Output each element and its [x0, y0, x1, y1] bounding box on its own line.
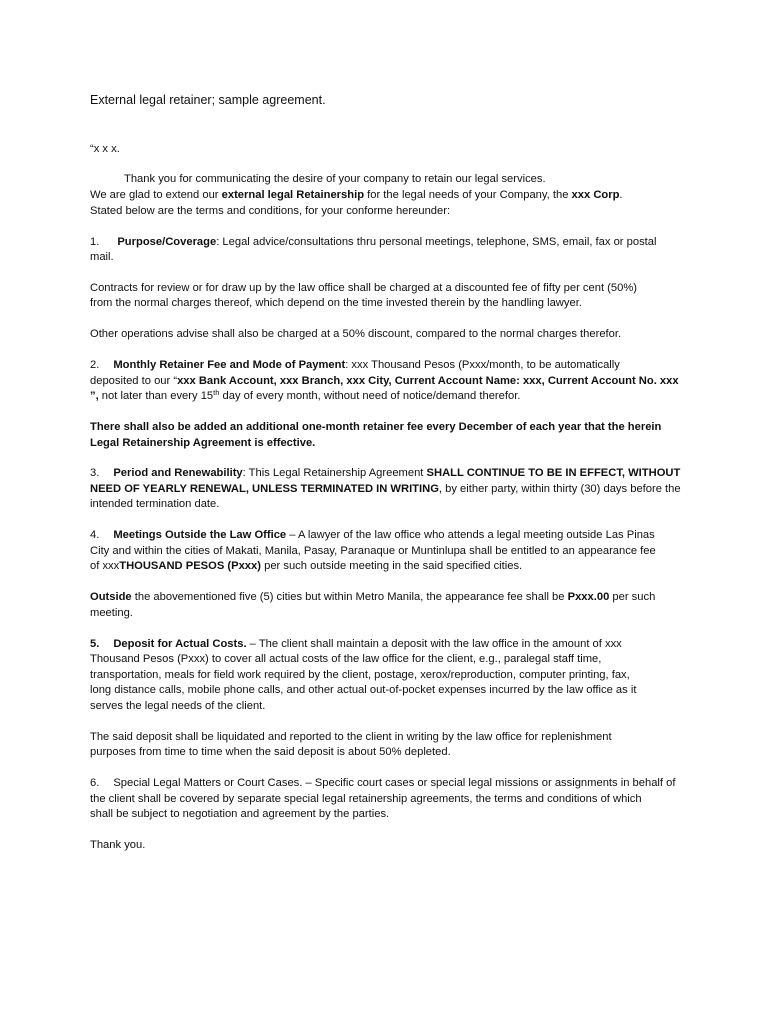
intro-line-2: We are glad to extend our external legal Retainership for the legal needs of your Company, the xxx Corp. [90, 189, 623, 201]
section-heading: Meetings Outside the Law Office [113, 529, 287, 541]
section-6-line-3: shall be subject to negotiation and agreement by the parties. [90, 808, 390, 820]
bank-account-details: xxx Bank Account, xxx Branch, xxx City, Current Account Name: xxx, Current Account No. xxx [177, 375, 679, 387]
section-1-para-2-line-1: Contracts for review or for draw up by the law office shall be charged at a discounted fee of fifty per cent (50%) [90, 282, 638, 294]
section-5-line-2: Thousand Pesos (Pxxx) to cover all actual costs of the law office for the client, e.g., paralegal staff time, [90, 653, 602, 665]
section-1-para-2-line-2: from the normal charges thereof, which depend on the time invested therein by the handling lawyer. [90, 297, 582, 309]
section-2-para-2-line-1: There shall also be added an additional one-month retainer fee every December of each year that the herein [90, 421, 662, 433]
section-heading: Purpose/Coverage [117, 236, 217, 248]
section-heading: Period and Renewability [113, 467, 243, 479]
section-4-line-3: of xxxTHOUSAND PESOS (Pxxx) per such outside meeting in the said specified cities. [90, 560, 523, 572]
section-number: 4. [90, 529, 100, 541]
section-1-para-3: Other operations advise shall also be charged at a 50% discount, compared to the normal charges therefor. [90, 328, 622, 340]
section-number: 2. [90, 359, 100, 371]
document-title: External legal retainer; sample agreement. [90, 93, 326, 107]
section-5-line-5: serves the legal needs of the client. [90, 700, 266, 712]
client-company: xxx Corp [571, 189, 620, 201]
section-2-line-2: deposited to our “xxx Bank Account, xxx Branch, xxx City, Current Account Name: xxx, Current Account No. xxx [90, 375, 679, 387]
salutation: “x x x. [90, 143, 120, 155]
section-4-para-2-line-1: Outside the abovementioned five (5) cities but within Metro Manila, the appearance fee shall be Pxxx.00 per such [90, 591, 656, 603]
section-number: 6. [90, 777, 100, 789]
section-3-line-1: 3. Period and Renewability: This Legal Retainership Agreement SHALL CONTINUE TO BE IN EFFECT, WITHOUT [90, 467, 681, 479]
section-1-line-2: mail. [90, 251, 114, 263]
section-1-line-1: 1. Purpose/Coverage: Legal advice/consultations thru personal meetings, telephone, SMS, email, fax or postal [90, 236, 657, 248]
section-2-para-2-line-2: Legal Retainership Agreement is effective. [90, 437, 316, 449]
section-5-line-3: transportation, meals for field work required by the client, postage, xerox/reproduction, computer printing, fax, [90, 669, 630, 681]
section-2-line-3: ”, not later than every 15th day of every month, without need of notice/demand therefor. [90, 388, 521, 402]
closing: Thank you. [90, 839, 146, 851]
retainership-type: external legal Retainership [221, 189, 365, 201]
section-number: 5. [90, 638, 100, 650]
section-6-line-2: the client shall be covered by separate special legal retainership agreements, the terms and conditions of which [90, 793, 642, 805]
section-5-line-4: long distance calls, mobile phone calls, and other actual out-of-pocket expenses incurred by the law office as it [90, 684, 637, 696]
section-heading: Monthly Retainer Fee and Mode of Payment [113, 359, 346, 371]
section-4-line-2: City and within the cities of Makati, Manila, Pasay, Paranaque or Muntinlupa shall be entitled to an appearance fee [90, 545, 656, 557]
section-5-line-1: 5. Deposit for Actual Costs. – The client shall maintain a deposit with the law office in the amount of xxx [90, 638, 622, 650]
section-2-line-1: 2. Monthly Retainer Fee and Mode of Payment: xxx Thousand Pesos (Pxxx/month, to be automatically [90, 359, 620, 371]
section-3-line-2: NEED OF YEARLY RENEWAL, UNLESS TERMINATED IN WRITING, by either party, within thirty (30) days before the [90, 483, 681, 495]
intro-line-3: Stated below are the terms and conditions, for your conforme hereunder: [90, 205, 451, 217]
section-number: 3. [90, 467, 100, 479]
section-6-line-1: 6. Special Legal Matters or Court Cases. – Specific court cases or special legal missions or assignments in behalf of [90, 777, 676, 789]
section-number: 1. [90, 236, 100, 248]
section-5-para-2-line-2: purposes from time to time when the said deposit is about 50% depleted. [90, 746, 451, 758]
section-heading: Deposit for Actual Costs. [113, 638, 247, 650]
section-4-line-1: 4. Meetings Outside the Law Office – A lawyer of the law office who attends a legal meeting outside Las Pinas [90, 529, 655, 541]
intro-line-1: Thank you for communicating the desire of your company to retain our legal services. [124, 173, 546, 185]
section-4-para-2-line-2: meeting. [90, 607, 133, 619]
section-3-line-3: intended termination date. [90, 498, 220, 510]
section-5-para-2-line-1: The said deposit shall be liquidated and reported to the client in writing by the law office for replenishment [90, 731, 612, 743]
